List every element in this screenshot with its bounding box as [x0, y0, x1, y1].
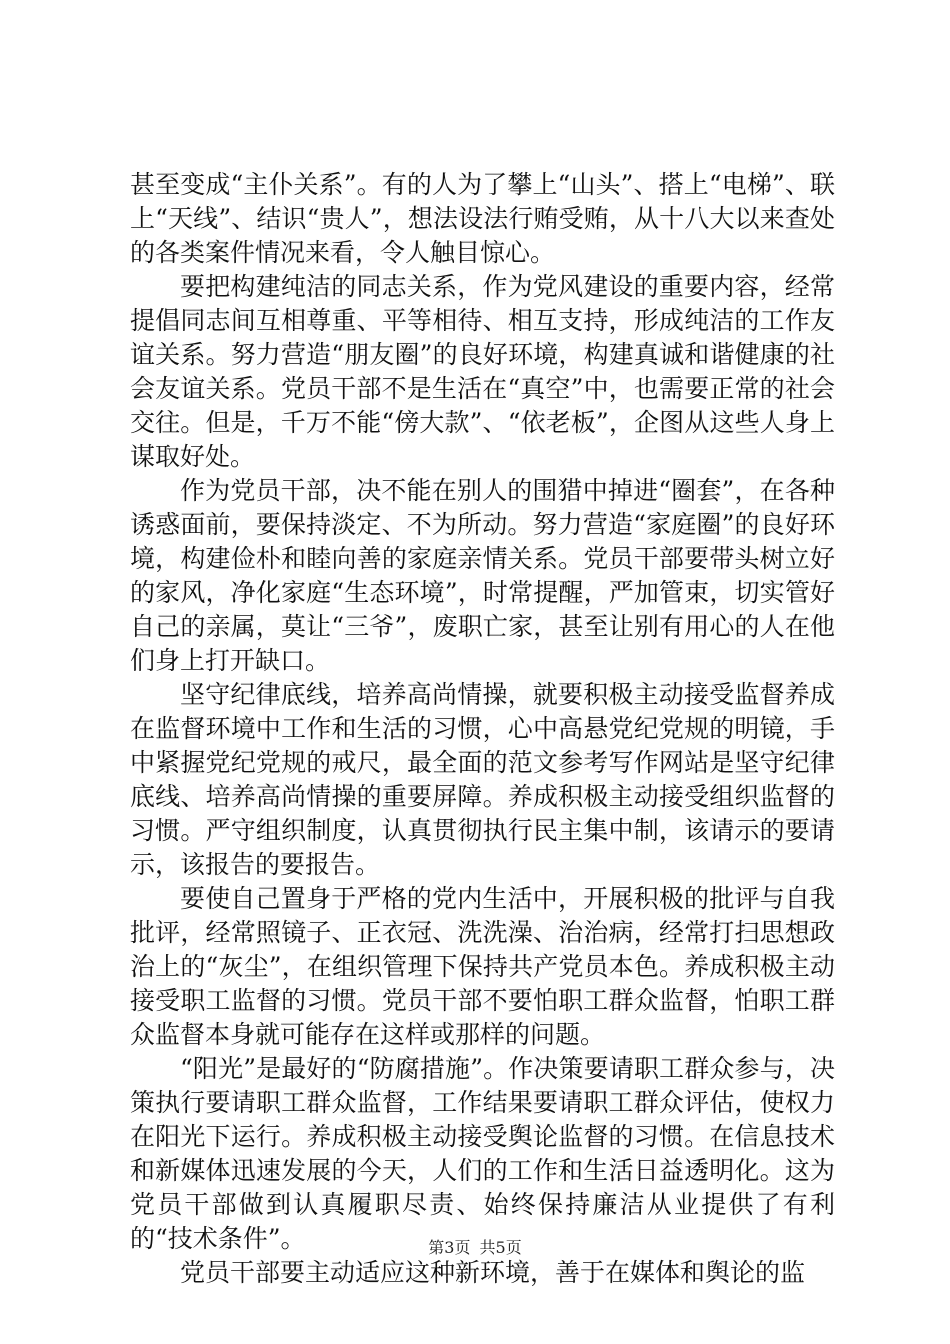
paragraph-7: 党员干部要主动适应这种新环境，善于在媒体和舆论的监 — [180, 1258, 806, 1287]
paragraph-5: 要使自己置身于严格的党内生活中，开展积极的批评与自我批评，经常照镜子、正衣冠、洗洗澡、治治病，经常打扫思想政治上的“灰尘”，在组织管理下保持共产党员本色。养成积极主动接受职工监督的习惯。党员干部不要怕职工群众监督，怕职工群众监督本身就可能存在这样或那样的问题。 — [130, 884, 835, 1049]
paragraph-2: 要把构建纯洁的同志关系，作为党风建设的重要内容，经常提倡同志间互相尊重、平等相待、相互支持，形成纯洁的工作友谊关系。努力营造“朋友圈”的良好环境，构建真诚和谐健康的社会友谊关系。党员干部不是生活在“真空”中，也需要正常的社会交往。但是，千万不能“傍大款”、“依老板”，企图从这些人身上谋取好处。 — [130, 272, 835, 471]
document-body — [130, 168, 835, 1290]
page-total: 共5页 — [479, 1238, 522, 1257]
paragraph-1: 甚至变成“主仆关系”。有的人为了攀上“山头”、搭上“电梯”、联上“天线”、结识“贵人”，想法设法行贿受贿，从十八大以来查处的各类案件情况来看，令人触目惊心。 — [130, 170, 835, 267]
page-footer — [0, 1235, 950, 1258]
page-number: 第3页 — [428, 1238, 471, 1257]
paragraph-4: 坚守纪律底线，培养高尚情操，就要积极主动接受监督养成在监督环境中工作和生活的习惯，心中高悬党纪党规的明镜，手中紧握党纪党规的戒尺，最全面的范文参考写作网站是坚守纪律底线、培养高尚情操的重要屏障。养成积极主动接受组织监督的习惯。严守组织制度，认真贯彻执行民主集中制，该请示的要请示，该报告的要报告。 — [130, 680, 835, 879]
paragraph-3: 作为党员干部，决不能在别人的围猎中掉进“圈套”，在各种诱惑面前，要保持淡定、不为所动。努力营造“家庭圈”的良好环境，构建俭朴和睦向善的家庭亲情关系。党员干部要带头树立好的家风，净化家庭“生态环境”，时常提醒，严加管束，切实管好自己的亲属，莫让“三爷”，废职亡家，甚至让别有用心的人在他们身上打开缺口。 — [130, 476, 835, 675]
paragraph-6: “阳光”是最好的“防腐措施”。作决策要请职工群众参与，决策执行要请职工群众监督，工作结果要请职工群众评估，使权力在阳光下运行。养成积极主动接受舆论监督的习惯。在信息技术和新媒体迅速发展的今天，人们的工作和生活日益透明化。这为党员干部做到认真履职尽责、始终保持廉洁从业提供了有利的“技术条件”。 — [130, 1054, 835, 1253]
